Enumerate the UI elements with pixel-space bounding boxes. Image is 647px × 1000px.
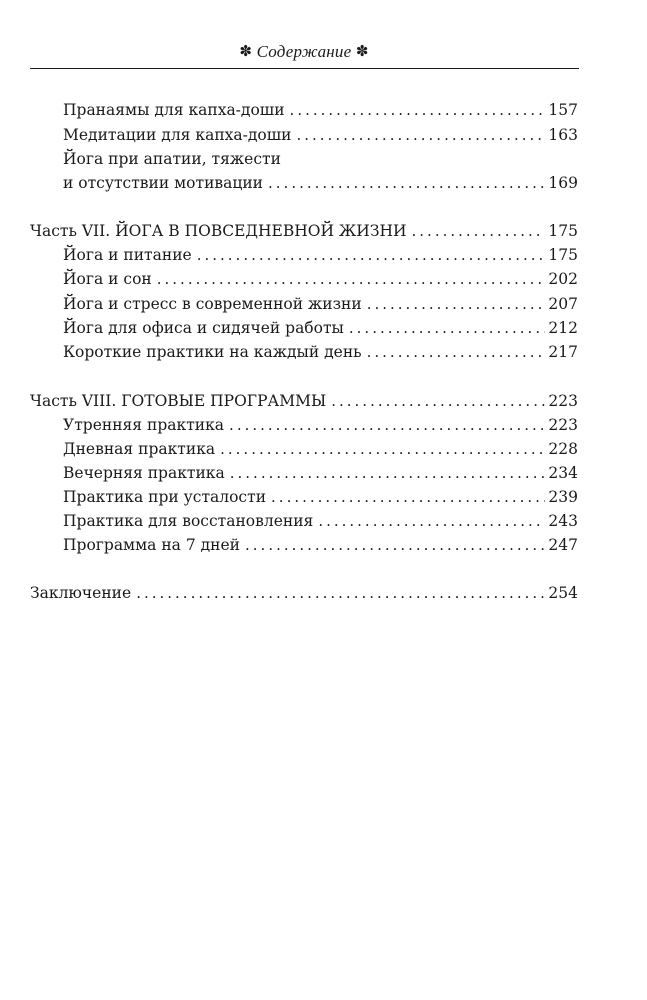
dot-leader [367,340,546,364]
toc-conclusion [30,581,578,605]
toc-part-page: 175 [548,222,578,240]
toc-entry [63,123,578,147]
toc-entry-page: 169 [548,174,578,192]
toc-part-heading [30,389,578,413]
dot-leader [271,485,545,509]
toc-entry-title: Практика при усталости [63,488,267,506]
dot-leader [290,98,546,122]
toc-entry-page: 228 [548,440,578,458]
dot-leader [220,437,545,461]
toc-entry [63,316,578,340]
toc-entry-page: 157 [548,101,578,119]
running-header-title: Содержание [256,42,352,61]
dot-leader [412,219,546,243]
dot-leader [230,461,546,485]
dot-leader [318,509,545,533]
toc-entry-title: Пранаямы для капха-доши [63,101,285,119]
toc-part-title: Часть VII. ЙОГА В ПОВСЕДНЕВНОЙ ЖИЗНИ [30,222,407,240]
toc-entry-title: Утренняя практика [63,416,225,434]
toc-entry-page: 175 [548,246,578,264]
toc-entry-title: Программа на 7 дней [63,536,241,554]
toc-entry-title: Заключение [30,584,132,602]
toc-entry [63,509,578,533]
toc-entry-page: 202 [548,270,578,288]
toc-entry-title: Йога для офиса и сидячей работы [63,319,344,337]
toc-entry [63,340,578,364]
dot-leader [245,533,545,557]
toc-entry [63,243,578,267]
toc-part-title: Часть VIII. ГОТОВЫЕ ПРОГРАММЫ [30,392,327,410]
toc-entry [63,267,578,291]
toc-entry [63,98,578,122]
toc-entry-page: 163 [548,126,578,144]
dot-leader [349,316,546,340]
toc-entry [63,461,578,485]
dot-leader [296,123,545,147]
toc-entry-page: 254 [548,584,578,602]
dot-leader [136,581,545,605]
toc-entry-title: и отсутствии мотивации [63,174,264,192]
toc-entry-title: Вечерняя практика [63,464,225,482]
dot-leader [229,413,545,437]
toc-entry [63,413,578,437]
toc-entry-title: Практика для восстановления [63,512,314,530]
toc-entry-page: 247 [548,536,578,554]
toc-entry-title: Йога и стресс в современной жизни [63,295,362,313]
toc-entry-page: 223 [548,416,578,434]
dot-leader [157,267,546,291]
toc-entry-page: 217 [548,343,578,361]
toc-entry-page: 212 [548,319,578,337]
toc-entry-title: Короткие практики на каждый день [63,343,362,361]
toc-entry-page: 239 [548,488,578,506]
dot-leader [197,243,546,267]
toc-entry-title: Дневная практика [63,440,216,458]
toc-entry [63,485,578,509]
dot-leader [367,292,546,316]
toc-entry-title-line: Йога при апатии, тяжести [63,150,281,168]
toc-entry-title: Йога и питание [63,246,192,264]
toc-entry [63,437,578,461]
toc-entry-page: 234 [548,464,578,482]
dot-leader [331,389,545,413]
toc-entry-title: Йога и сон [63,270,152,288]
toc-entry-title: Медитации для капха-доши [63,126,292,144]
flower-ornament-icon: ✽ [239,44,253,60]
toc-entry [63,292,578,316]
flower-ornament-icon: ✽ [355,44,369,60]
toc-entry-page: 243 [548,512,578,530]
toc-entry [63,533,578,557]
toc-part-page: 223 [548,392,578,410]
dot-leader [268,171,545,195]
toc-entry [63,171,578,195]
toc-entry-page: 207 [548,295,578,313]
toc-part-heading [30,219,578,243]
